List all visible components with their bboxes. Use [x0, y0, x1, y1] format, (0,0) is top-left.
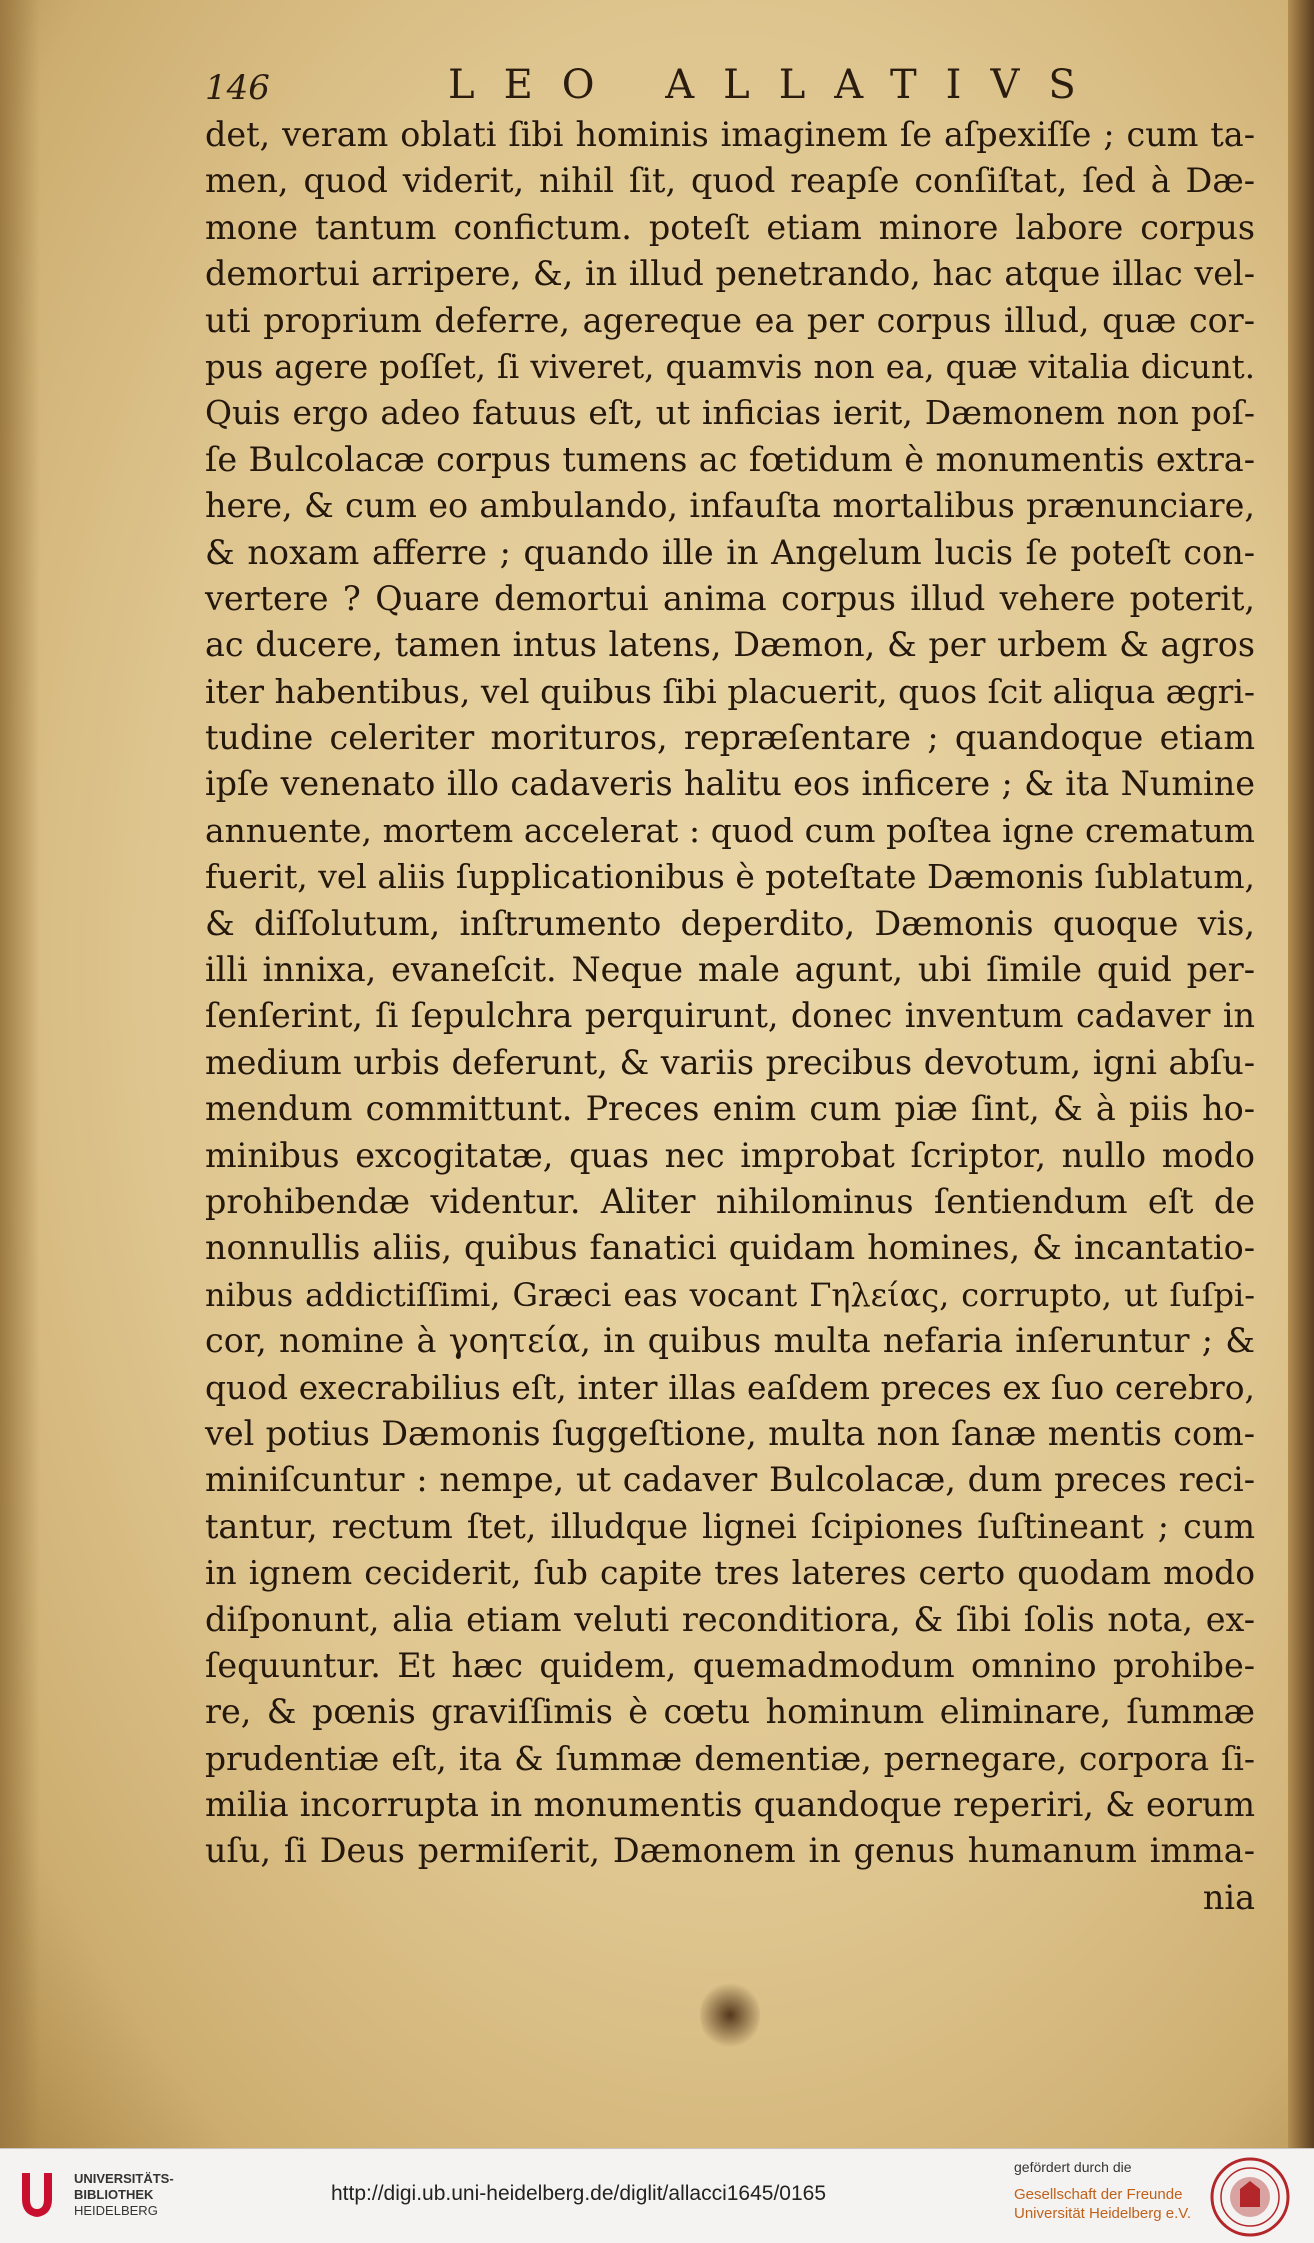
text-line: demortui arripere, &, in illud penetrando, hac atque illac vel-	[205, 254, 1255, 294]
text-line: ac ducere, tamen intus latens, Dæmon, & per urbem & agros	[205, 625, 1255, 665]
text-line: det, veram oblati ſibi hominis imaginem ſe aſpexiſſe ; cum ta-	[205, 115, 1255, 154]
viewer-footer	[0, 2148, 1314, 2243]
text-line: uſu, ſi Deus permiſerit, Dæmonem in genus humanum imma-	[205, 1831, 1255, 1871]
text-line: ipſe venenato illo cadaveris halitu eos inficere ; & ita Numine	[205, 764, 1255, 804]
text-line: tantur, rectum ſtet, illudque lignei ſcipiones ſuſtineant ; cum	[205, 1506, 1255, 1546]
text-line: minibus excogitatæ, quas nec improbat ſcriptor, nullo modo	[205, 1135, 1255, 1175]
page-gutter-shadow	[0, 0, 40, 2148]
body-text	[205, 112, 1255, 1921]
library-name-line: BIBLIOTHEK	[74, 2187, 154, 2202]
text-line: miniſcuntur : nempe, ut cadaver Bulcolacæ, dum preces reci-	[205, 1460, 1255, 1500]
page-edge	[1288, 0, 1314, 2148]
text-line: here, & cum eo ambulando, infauſta mortalibus prænunciare,	[205, 486, 1255, 526]
page-number: 146	[205, 68, 270, 108]
library-name	[74, 2171, 174, 2219]
text-line: quod execrabilius eſt, inter illas eaſdem preces ex ſuo cerebro,	[205, 1367, 1255, 1407]
text-line: fuerit, vel aliis ſupplicationibus è poteſtate Dæmonis ſublatum,	[205, 857, 1255, 897]
text-line: Quis ergo adeo fatuus eſt, ut inficias ierit, Dæmonem non poſ-	[205, 393, 1255, 433]
text-line: nonnullis aliis, quibus fanatici quidam homines, & incantatio-	[205, 1228, 1255, 1268]
text-line: in ignem ceciderit, ſub capite tres lateres certo quodam modo	[205, 1553, 1255, 1593]
text-line: tudine celeriter morituros, repræſentare ; quandoque etiam	[205, 718, 1255, 758]
text-line: annuente, mortem accelerat : quod cum poſtea igne crematum	[205, 810, 1255, 850]
library-name-line: HEIDELBERG	[74, 2203, 158, 2218]
catchword: nia	[1202, 1877, 1255, 1917]
sponsor-note: gefördert durch die	[1014, 2159, 1132, 2175]
text-line: nibus addictiſſimi, Græci eas vocant Γηλείας, corrupto, ut ſuſpi-	[205, 1275, 1255, 1314]
sponsor-credit	[1014, 2159, 1194, 2223]
sponsor-name: Universität Heidelberg e.V.	[1014, 2205, 1192, 2222]
book-title: LEO ALLATIVS	[448, 62, 1105, 108]
text-line: men, quod viderit, nihil ſit, quod reapſe conſiſtat, ſed à Dæ-	[205, 161, 1255, 201]
running-head	[205, 62, 1245, 110]
text-line: illi innixa, evaneſcit. Neque male agunt, ubi ſimile quid per-	[205, 950, 1255, 990]
text-line: & diſſolutum, inſtrumento deperdito, Dæmonis quoque vis,	[205, 903, 1255, 943]
text-line: mone tantum confictum. poteſt etiam minore labore corpus	[205, 207, 1255, 247]
text-line: vertere ? Quare demortui anima corpus illud vehere poterit,	[205, 578, 1255, 618]
library-name-line: UNIVERSITÄTS-	[74, 2171, 174, 2186]
text-line: prudentiæ eſt, ita & ſummæ dementiæ, pernegare, corpora ſi-	[205, 1738, 1255, 1778]
permalink-url[interactable]: http://digi.ub.uni-heidelberg.de/diglit/allacci1645/0165	[331, 2182, 827, 2205]
text-line: ſequuntur. Et hæc quidem, quemadmodum omnino prohibe-	[205, 1645, 1255, 1685]
university-library-logo-icon	[14, 2169, 60, 2221]
text-line: medium urbis deferunt, & variis precibus devotum, igni abſu-	[205, 1042, 1255, 1082]
sponsor-name: Gesellschaft der Freunde	[1014, 2186, 1183, 2203]
text-line: re, & pœnis graviſſimis è cœtu hominum eliminare, ſummæ	[205, 1692, 1255, 1732]
text-line: mendum committunt. Preces enim cum piæ ſint, & à piis ho-	[205, 1089, 1255, 1129]
university-seal-icon	[1210, 2157, 1290, 2237]
text-line: & noxam afferre ; quando ille in Angelum lucis ſe poteſt con-	[205, 532, 1255, 572]
text-line: prohibendæ videntur. Aliter nihilominus ſentiendum eſt de	[205, 1181, 1255, 1221]
text-line: milia incorrupta in monumentis quandoque reperiri, & eorum	[205, 1785, 1255, 1825]
ink-stain	[700, 1980, 760, 2050]
text-line: ſenſerint, ſi ſepulchra perquirunt, donec inventum cadaver in	[205, 996, 1255, 1036]
text-line: vel potius Dæmonis ſuggeſtione, multa non ſanæ mentis com-	[205, 1413, 1255, 1453]
text-line: pus agere poſſet, ſi viveret, quamvis non ea, quæ vitalia dicunt.	[205, 347, 1255, 386]
text-line: ſe Bulcolacæ corpus tumens ac fœtidum è monumentis extra-	[205, 439, 1255, 479]
text-line: uti proprium deferre, agereque ea per corpus illud, quæ cor-	[205, 300, 1255, 340]
text-line: iter habentibus, vel quibus ſibi placuerit, quos ſcit aliqua ægri-	[205, 671, 1255, 711]
text-line: cor, nomine à γοητεία, in quibus multa nefaria inſeruntur ; &	[205, 1321, 1255, 1361]
text-line: diſponunt, alia etiam veluti reconditiora, & ſibi ſolis nota, ex-	[205, 1599, 1255, 1639]
